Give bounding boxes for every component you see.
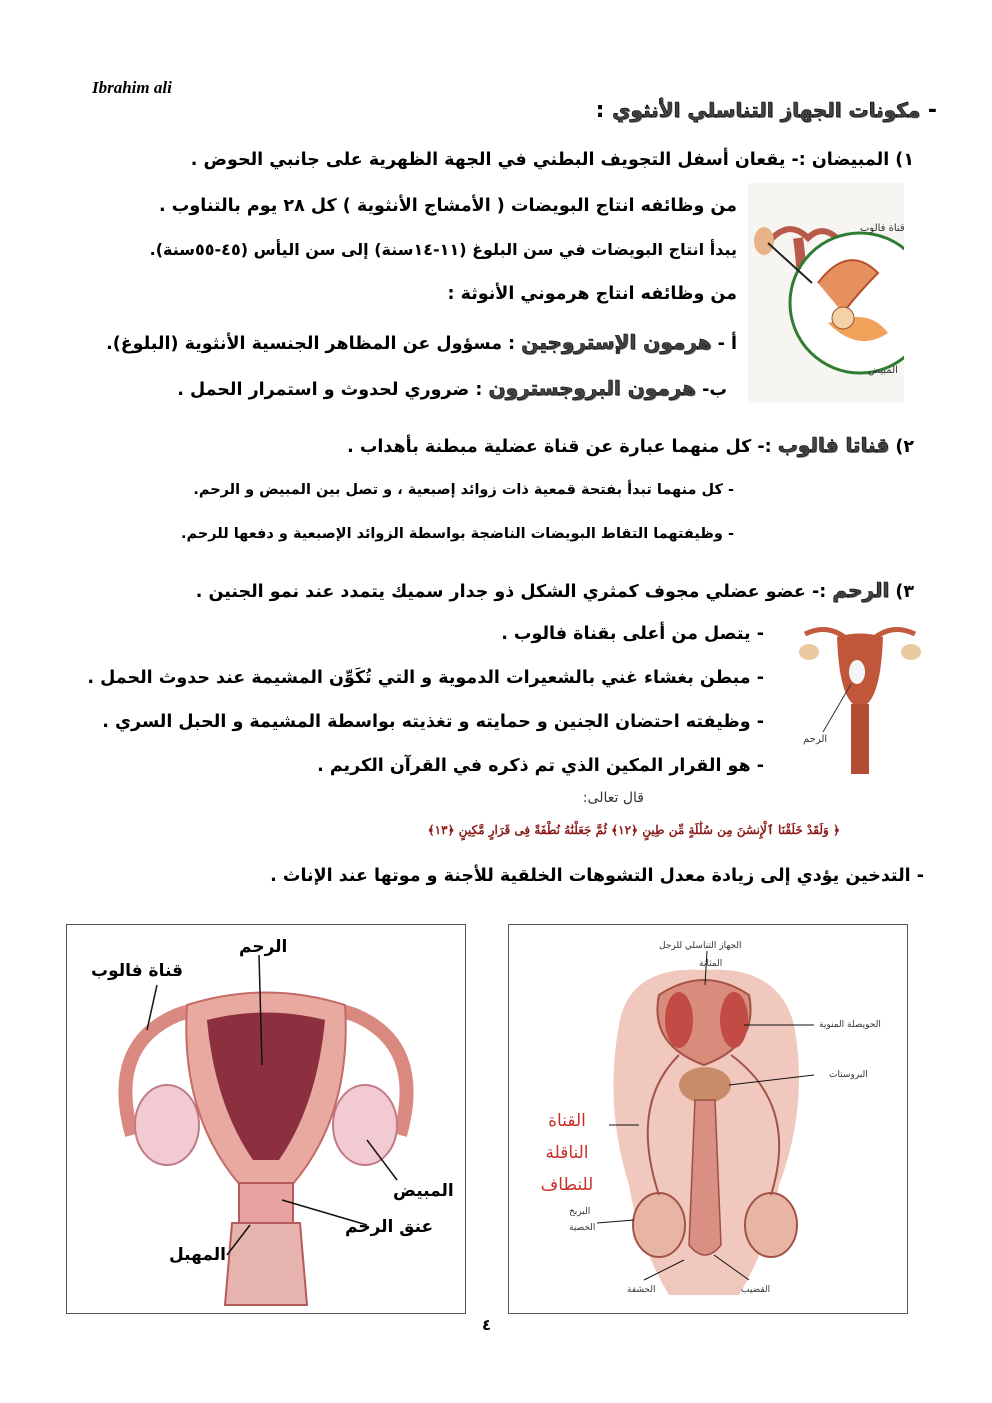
quote-intro: قال تعالى: xyxy=(582,790,644,806)
hormone-estrogen: أ - هرمون الإستروجين : مسؤول عن المظاهر الجنسية الأنثوية (البلوغ). xyxy=(106,330,737,354)
label-testis: الخصية xyxy=(569,1223,596,1233)
uterus-image xyxy=(795,612,925,777)
image-label-tube: قناة فالوب xyxy=(860,223,905,234)
quran-verse: ﴿ وَلَقَدْ خَلَقْنَا ٱلْإِنسَٰنَ مِن سُلَٰلَةٍ مِّن طِينٍ ﴿١٢﴾ ثُمَّ جَعَلْنَٰهُ نُطْفَةً فِى قَرَارٍ مَّكِينٍ ﴿١٣﴾ xyxy=(427,823,840,837)
uterus-bullet-1: - يتصل من أعلى بقناة فالوب . xyxy=(501,624,764,644)
male-reproductive-diagram xyxy=(508,924,908,1314)
label-uterus: الرحم xyxy=(239,937,288,957)
smoking-note: - التدخين يؤدي إلى زيادة معدل التشوهات الخلقية للأجنة و موتها عند الإناث . xyxy=(270,866,924,886)
label-penis: القضيب xyxy=(741,1285,771,1295)
label-prostate: البروستات xyxy=(829,1070,868,1080)
label-vas-deferens: القناة الناقلة للنطاف xyxy=(540,1111,594,1195)
tubes-bullet-2: - وظيفتهما التقاط البويضات الناضجة بواسطة الزوائد الإصبعية و دفعها للرحم. xyxy=(180,526,734,542)
image-label-uterus: الرحم xyxy=(803,734,828,745)
section-heading-title: مكونات الجهاز التناسلي الأنثوي xyxy=(612,98,921,122)
label-epididymis: البربخ xyxy=(569,1207,591,1217)
tubes-intro: ٢) قناتا فالوب :- كل منهما عبارة عن قناة عضلية مبطنة بأهداب . xyxy=(347,433,914,457)
estrogen-term: هرمون الإستروجين xyxy=(521,330,712,354)
uterus-bullet-2: - مبطن بغشاء غني بالشعيرات الدموية و التي تُكَوِّن المشيمة عند حدوث الحمل . xyxy=(87,668,764,688)
ovaries-line-2: يبدأ انتاج البويضات في سن البلوغ (١١-١٤سنة) إلى سن اليأس (٤٥-٥٥سنة). xyxy=(149,240,737,259)
page-number: ٤ xyxy=(482,1316,492,1334)
label-vagina: المهبل xyxy=(169,1245,226,1265)
hormone-progesterone: ب- هرمون البروجسترون : ضروري لحدوث و استمرار الحمل . xyxy=(177,376,727,400)
female-reproductive-diagram xyxy=(66,924,466,1314)
ovaries-line-1: من وظائفه انتاج البويضات ( الأمشاج الأنثوية ) كل ٢٨ يوم بالتناوب . xyxy=(159,196,737,216)
male-diagram-title: الجهاز التناسلي للرجل xyxy=(659,941,742,951)
progesterone-term: هرمون البروجسترون xyxy=(488,376,697,400)
label-bladder: المثانة xyxy=(699,959,723,969)
tubes-term: قناتا فالوب xyxy=(777,433,890,457)
uterus-bullet-3: - وظيفته احتضان الجنين و حمايته و تغذيته بواسطة المشيمة و الحبل السري . xyxy=(102,712,764,732)
image-label-ovary: المبيض xyxy=(868,365,898,376)
author-name: Ibrahim ali xyxy=(92,78,172,97)
ovaries-line-3: من وظائفه انتاج هرموني الأنوثة : xyxy=(447,284,737,304)
uterus-term: الرحم xyxy=(832,578,890,602)
tubes-bullet-1: - كل منهما تبدأ بفتحة قمعية ذات زوائد إصبعية ، و تصل بين المبيض و الرحم. xyxy=(193,482,734,498)
label-fallopian-tube: قناة فالوب xyxy=(91,961,184,981)
label-seminal-vesicle: الحويصلة المنوية xyxy=(819,1020,881,1030)
ovaries-intro: ١) المبيضان :- يقعان أسفل التجويف البطني في الجهة الظهرية على جانبي الحوض . xyxy=(190,150,914,170)
label-cervix: عنق الرحم xyxy=(345,1217,434,1237)
section-heading: - مكونات الجهاز التناسلي الأنثوي : xyxy=(595,98,937,123)
label-glans: الحشفة xyxy=(627,1285,656,1295)
label-ovary: المبيض xyxy=(393,1181,454,1201)
uterus-bullet-4: - هو القرار المكين الذي تم ذكره في القرآن الكريم . xyxy=(317,756,764,776)
ovary-tube-image xyxy=(748,183,904,403)
uterus-intro: ٣) الرحم :- عضو عضلي مجوف كمثري الشكل ذو جدار سميك يتمدد عند نمو الجنين . xyxy=(195,578,914,602)
